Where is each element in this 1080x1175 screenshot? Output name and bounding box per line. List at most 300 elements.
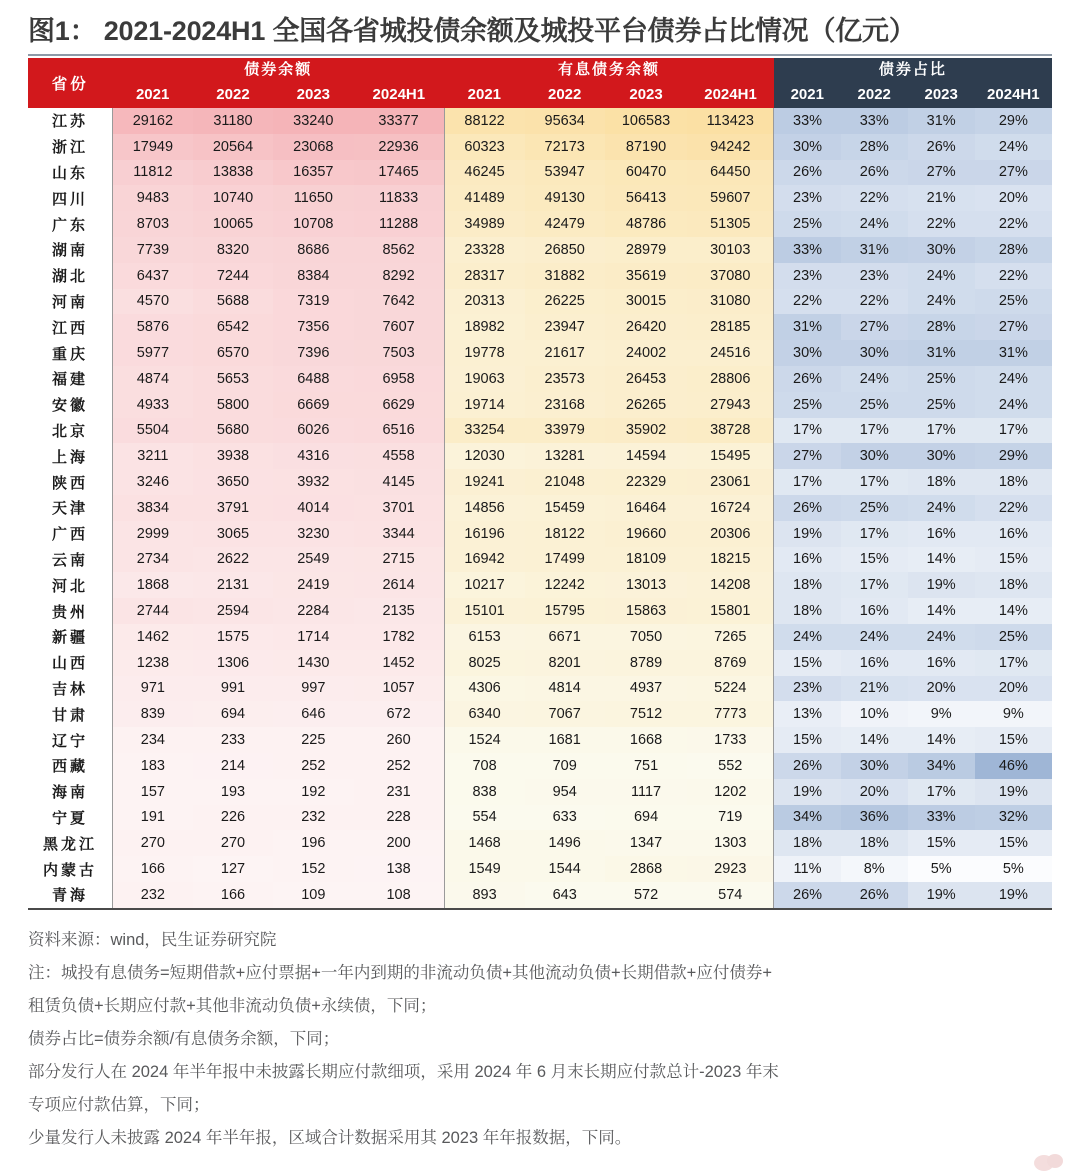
interest-debt-cell: 88122 <box>444 108 524 134</box>
bond-balance-cell: 8562 <box>354 237 445 263</box>
bond-balance-cell: 2734 <box>112 547 192 573</box>
interest-debt-cell: 15795 <box>525 598 605 624</box>
bond-balance-cell: 7356 <box>273 314 353 340</box>
bond-balance-cell: 3065 <box>193 521 273 547</box>
interest-debt-cell: 893 <box>444 882 524 908</box>
bond-share-cell: 29% <box>975 108 1052 134</box>
bond-balance-cell: 1868 <box>112 572 192 598</box>
interest-debt-cell: 18982 <box>444 314 524 340</box>
bond-share-cell: 26% <box>774 495 841 521</box>
table-row <box>28 289 1052 315</box>
interest-debt-cell: 19063 <box>444 366 524 392</box>
bond-share-cell: 5% <box>975 856 1052 882</box>
bond-share-cell: 15% <box>975 547 1052 573</box>
bond-balance-cell: 193 <box>193 779 273 805</box>
province-cell: 山西 <box>28 650 112 676</box>
bond-balance-cell: 694 <box>193 701 273 727</box>
interest-debt-cell: 7067 <box>525 701 605 727</box>
interest-debt-cell: 4306 <box>444 676 524 702</box>
bond-balance-cell: 3246 <box>112 469 192 495</box>
interest-debt-cell: 31882 <box>525 263 605 289</box>
bond-balance-cell: 6516 <box>354 418 445 444</box>
table-row <box>28 521 1052 547</box>
bond-share-cell: 14% <box>908 727 975 753</box>
table-row <box>28 856 1052 882</box>
bond-share-cell: 25% <box>774 392 841 418</box>
table-body <box>28 108 1052 908</box>
bond-balance-cell: 152 <box>273 856 353 882</box>
province-cell: 海南 <box>28 779 112 805</box>
bond-share-cell: 24% <box>908 263 975 289</box>
bond-balance-cell: 3834 <box>112 495 192 521</box>
bond-share-cell: 18% <box>841 830 908 856</box>
interest-debt-cell: 95634 <box>525 108 605 134</box>
bond-balance-cell: 31180 <box>193 108 273 134</box>
province-cell: 吉林 <box>28 676 112 702</box>
table-row <box>28 727 1052 753</box>
bond-share-cell: 27% <box>975 160 1052 186</box>
province-cell: 北京 <box>28 418 112 444</box>
bond-share-cell: 30% <box>908 443 975 469</box>
bond-share-cell: 23% <box>774 676 841 702</box>
bond-share-cell: 31% <box>975 340 1052 366</box>
bond-share-cell: 26% <box>774 882 841 908</box>
table-row <box>28 340 1052 366</box>
interest-debt-cell: 8025 <box>444 650 524 676</box>
interest-debt-cell: 5224 <box>687 676 774 702</box>
interest-debt-cell: 8769 <box>687 650 774 676</box>
province-cell: 陕西 <box>28 469 112 495</box>
province-cell: 辽宁 <box>28 727 112 753</box>
bond-balance-cell: 232 <box>112 882 192 908</box>
province-cell: 天津 <box>28 495 112 521</box>
bond-share-cell: 22% <box>975 263 1052 289</box>
interest-debt-cell: 24002 <box>605 340 687 366</box>
bond-share-cell: 25% <box>841 495 908 521</box>
interest-debt-cell: 709 <box>525 753 605 779</box>
bond-share-cell: 33% <box>774 237 841 263</box>
bond-balance-cell: 214 <box>193 753 273 779</box>
bond-balance-cell: 6437 <box>112 263 192 289</box>
bond-balance-cell: 232 <box>273 805 353 831</box>
bond-share-cell: 14% <box>975 598 1052 624</box>
bond-share-cell: 30% <box>841 753 908 779</box>
bond-share-cell: 24% <box>975 392 1052 418</box>
bond-share-cell: 22% <box>975 211 1052 237</box>
interest-debt-cell: 2868 <box>605 856 687 882</box>
bond-balance-cell: 23068 <box>273 134 353 160</box>
bond-balance-cell: 231 <box>354 779 445 805</box>
interest-debt-cell: 23328 <box>444 237 524 263</box>
bond-balance-cell: 127 <box>193 856 273 882</box>
table-row <box>28 185 1052 211</box>
interest-debt-cell: 554 <box>444 805 524 831</box>
bond-balance-cell: 6542 <box>193 314 273 340</box>
bond-share-cell: 22% <box>841 289 908 315</box>
source-line: 资料来源：wind，民生证券研究院 <box>28 930 277 949</box>
province-cell: 重庆 <box>28 340 112 366</box>
bond-balance-cell: 4014 <box>273 495 353 521</box>
year-header-debt-2023: 2023 <box>605 82 687 108</box>
note-line-3: 债券占比=债券余额/有息债务余额，下同； <box>28 1029 340 1048</box>
interest-debt-cell: 26850 <box>525 237 605 263</box>
bond-share-cell: 19% <box>975 779 1052 805</box>
province-cell: 内蒙古 <box>28 856 112 882</box>
bond-share-cell: 30% <box>841 443 908 469</box>
interest-debt-cell: 19660 <box>605 521 687 547</box>
bond-balance-cell: 33377 <box>354 108 445 134</box>
table-row <box>28 572 1052 598</box>
bond-share-cell: 17% <box>908 779 975 805</box>
bond-share-cell: 14% <box>908 547 975 573</box>
bond-share-cell: 33% <box>908 805 975 831</box>
bond-balance-cell: 8384 <box>273 263 353 289</box>
bond-balance-cell: 2549 <box>273 547 353 573</box>
bond-share-cell: 17% <box>841 521 908 547</box>
province-cell: 山东 <box>28 160 112 186</box>
interest-debt-cell: 16464 <box>605 495 687 521</box>
bond-balance-cell: 20564 <box>193 134 273 160</box>
bond-share-cell: 20% <box>908 676 975 702</box>
bond-share-cell: 33% <box>841 108 908 134</box>
bond-balance-cell: 4570 <box>112 289 192 315</box>
province-cell: 宁夏 <box>28 805 112 831</box>
interest-debt-cell: 23947 <box>525 314 605 340</box>
bond-share-cell: 23% <box>774 185 841 211</box>
bond-balance-cell: 7396 <box>273 340 353 366</box>
interest-debt-cell: 633 <box>525 805 605 831</box>
bond-balance-cell: 1238 <box>112 650 192 676</box>
bond-balance-cell: 839 <box>112 701 192 727</box>
bond-share-cell: 17% <box>774 418 841 444</box>
bond-balance-cell: 183 <box>112 753 192 779</box>
bond-share-cell: 16% <box>774 547 841 573</box>
table-row <box>28 263 1052 289</box>
interest-debt-cell: 15801 <box>687 598 774 624</box>
bond-share-cell: 15% <box>774 650 841 676</box>
bond-balance-cell: 192 <box>273 779 353 805</box>
interest-debt-cell: 51305 <box>687 211 774 237</box>
interest-debt-cell: 56413 <box>605 185 687 211</box>
bond-share-cell: 16% <box>841 650 908 676</box>
bond-share-cell: 32% <box>975 805 1052 831</box>
bond-share-cell: 30% <box>774 134 841 160</box>
interest-debt-cell: 21617 <box>525 340 605 366</box>
bond-balance-cell: 9483 <box>112 185 192 211</box>
bond-share-cell: 15% <box>975 830 1052 856</box>
interest-debt-cell: 20313 <box>444 289 524 315</box>
bond-balance-cell: 228 <box>354 805 445 831</box>
bond-share-cell: 18% <box>975 469 1052 495</box>
province-cell: 江苏 <box>28 108 112 134</box>
interest-debt-cell: 1681 <box>525 727 605 753</box>
bond-share-cell: 10% <box>841 701 908 727</box>
interest-debt-cell: 28806 <box>687 366 774 392</box>
interest-debt-cell: 26265 <box>605 392 687 418</box>
bond-share-cell: 24% <box>841 211 908 237</box>
province-cell: 安徽 <box>28 392 112 418</box>
bond-balance-cell: 1430 <box>273 650 353 676</box>
interest-debt-cell: 46245 <box>444 160 524 186</box>
interest-debt-cell: 31080 <box>687 289 774 315</box>
bond-share-cell: 14% <box>841 727 908 753</box>
bond-share-cell: 34% <box>774 805 841 831</box>
interest-debt-cell: 60470 <box>605 160 687 186</box>
note-line-2: 租赁负债+长期应付款+其他非流动负债+永续债，下同； <box>28 996 437 1015</box>
bond-share-cell: 17% <box>975 418 1052 444</box>
bond-balance-cell: 4933 <box>112 392 192 418</box>
group-header-row <box>28 58 1052 82</box>
bond-balance-cell: 22936 <box>354 134 445 160</box>
interest-debt-cell: 87190 <box>605 134 687 160</box>
bond-balance-cell: 7244 <box>193 263 273 289</box>
interest-debt-cell: 17499 <box>525 547 605 573</box>
bond-balance-cell: 157 <box>112 779 192 805</box>
bond-share-cell: 19% <box>908 882 975 908</box>
bond-balance-cell: 226 <box>193 805 273 831</box>
year-header-bond-2024h1: 2024H1 <box>354 82 445 108</box>
interest-debt-cell: 26453 <box>605 366 687 392</box>
bond-balance-cell: 5977 <box>112 340 192 366</box>
bond-share-cell: 24% <box>908 289 975 315</box>
bond-share-cell: 27% <box>774 443 841 469</box>
bond-balance-cell: 7739 <box>112 237 192 263</box>
year-header-pct-2024h1: 2024H1 <box>975 82 1052 108</box>
bond-share-cell: 26% <box>774 160 841 186</box>
year-header-debt-2022: 2022 <box>525 82 605 108</box>
interest-debt-cell: 16196 <box>444 521 524 547</box>
bond-share-cell: 27% <box>841 314 908 340</box>
bond-share-cell: 15% <box>908 830 975 856</box>
bond-balance-cell: 5680 <box>193 418 273 444</box>
interest-debt-cell: 27943 <box>687 392 774 418</box>
interest-debt-cell: 41489 <box>444 185 524 211</box>
interest-debt-cell: 60323 <box>444 134 524 160</box>
bond-balance-cell: 7319 <box>273 289 353 315</box>
table-row <box>28 753 1052 779</box>
bond-balance-cell: 233 <box>193 727 273 753</box>
bond-share-cell: 19% <box>774 521 841 547</box>
interest-debt-cell: 15459 <box>525 495 605 521</box>
bond-balance-cell: 166 <box>112 856 192 882</box>
table-row <box>28 418 1052 444</box>
bond-balance-cell: 672 <box>354 701 445 727</box>
province-cell: 河北 <box>28 572 112 598</box>
bond-share-cell: 30% <box>774 340 841 366</box>
bond-balance-cell: 7642 <box>354 289 445 315</box>
interest-debt-cell: 59607 <box>687 185 774 211</box>
table-row <box>28 624 1052 650</box>
interest-debt-cell: 8201 <box>525 650 605 676</box>
bond-share-cell: 13% <box>774 701 841 727</box>
interest-debt-cell: 719 <box>687 805 774 831</box>
bond-balance-cell: 260 <box>354 727 445 753</box>
year-header-bond-2021: 2021 <box>112 82 192 108</box>
bond-balance-cell: 1462 <box>112 624 192 650</box>
table-row <box>28 495 1052 521</box>
bond-share-cell: 18% <box>774 598 841 624</box>
interest-debt-cell: 4937 <box>605 676 687 702</box>
interest-debt-cell: 4814 <box>525 676 605 702</box>
bond-share-cell: 21% <box>841 676 908 702</box>
province-cell: 四川 <box>28 185 112 211</box>
table-row <box>28 160 1052 186</box>
interest-debt-cell: 30015 <box>605 289 687 315</box>
table-row <box>28 805 1052 831</box>
interest-debt-cell: 30103 <box>687 237 774 263</box>
interest-debt-cell: 7512 <box>605 701 687 727</box>
year-header-pct-2023: 2023 <box>908 82 975 108</box>
interest-debt-cell: 1524 <box>444 727 524 753</box>
interest-debt-cell: 15863 <box>605 598 687 624</box>
bond-share-cell: 24% <box>841 366 908 392</box>
interest-debt-cell: 113423 <box>687 108 774 134</box>
bond-balance-cell: 10708 <box>273 211 353 237</box>
bond-balance-cell: 252 <box>354 753 445 779</box>
bond-balance-cell: 1575 <box>193 624 273 650</box>
group-header-interest-debt: 有息债务余额 <box>444 58 774 82</box>
group-header-bond-share: 债券占比 <box>774 58 1052 82</box>
bond-balance-cell: 1306 <box>193 650 273 676</box>
province-cell: 浙江 <box>28 134 112 160</box>
bond-share-cell: 16% <box>908 650 975 676</box>
bond-balance-cell: 10065 <box>193 211 273 237</box>
bond-share-cell: 18% <box>774 572 841 598</box>
province-cell: 青海 <box>28 882 112 908</box>
bond-balance-cell: 3932 <box>273 469 353 495</box>
bond-balance-cell: 5653 <box>193 366 273 392</box>
bond-balance-cell: 3791 <box>193 495 273 521</box>
bond-balance-cell: 1782 <box>354 624 445 650</box>
year-header-pct-2021: 2021 <box>774 82 841 108</box>
bond-balance-cell: 3650 <box>193 469 273 495</box>
interest-debt-cell: 53947 <box>525 160 605 186</box>
bond-share-cell: 26% <box>908 134 975 160</box>
bond-share-cell: 8% <box>841 856 908 882</box>
bond-balance-cell: 225 <box>273 727 353 753</box>
interest-debt-cell: 954 <box>525 779 605 805</box>
bond-share-cell: 28% <box>841 134 908 160</box>
bond-balance-cell: 6026 <box>273 418 353 444</box>
table-row <box>28 443 1052 469</box>
table-row <box>28 108 1052 134</box>
table-row <box>28 779 1052 805</box>
note-line-6: 少量发行人未披露 2024 年半年报，区域合计数据采用其 2023 年年报数据，下同。 <box>28 1128 632 1147</box>
interest-debt-cell: 15495 <box>687 443 774 469</box>
bond-balance-cell: 2715 <box>354 547 445 573</box>
footnotes <box>28 924 1058 1155</box>
bond-balance-cell: 2131 <box>193 572 273 598</box>
interest-debt-cell: 35902 <box>605 418 687 444</box>
bond-share-cell: 26% <box>841 882 908 908</box>
note-line-4: 部分发行人在 2024 年半年报中未披露长期应付款细项，采用 2024 年 6 月末长期应付款总计-2023 年末 <box>28 1062 779 1081</box>
bond-share-cell: 17% <box>908 418 975 444</box>
bond-share-cell: 9% <box>908 701 975 727</box>
interest-debt-cell: 18215 <box>687 547 774 573</box>
interest-debt-cell: 33254 <box>444 418 524 444</box>
bond-balance-cell: 3701 <box>354 495 445 521</box>
table-row <box>28 134 1052 160</box>
bond-balance-cell: 3938 <box>193 443 273 469</box>
bond-share-cell: 15% <box>975 727 1052 753</box>
interest-debt-cell: 34989 <box>444 211 524 237</box>
interest-debt-cell: 23168 <box>525 392 605 418</box>
bond-balance-cell: 5876 <box>112 314 192 340</box>
bond-share-cell: 14% <box>908 598 975 624</box>
bond-share-cell: 22% <box>841 185 908 211</box>
bond-share-cell: 22% <box>975 495 1052 521</box>
bond-share-cell: 21% <box>908 185 975 211</box>
bond-share-cell: 20% <box>975 185 1052 211</box>
title-block <box>0 0 1080 50</box>
bond-balance-cell: 191 <box>112 805 192 831</box>
bond-balance-cell: 10740 <box>193 185 273 211</box>
interest-debt-cell: 23061 <box>687 469 774 495</box>
bond-balance-cell: 138 <box>354 856 445 882</box>
bond-share-cell: 15% <box>841 547 908 573</box>
bond-balance-cell: 5800 <box>193 392 273 418</box>
interest-debt-cell: 38728 <box>687 418 774 444</box>
bond-share-cell: 27% <box>908 160 975 186</box>
bond-balance-cell: 234 <box>112 727 192 753</box>
bond-balance-cell: 991 <box>193 676 273 702</box>
bond-balance-cell: 17465 <box>354 160 445 186</box>
interest-debt-cell: 2923 <box>687 856 774 882</box>
year-header-debt-2021: 2021 <box>444 82 524 108</box>
interest-debt-cell: 1468 <box>444 830 524 856</box>
interest-debt-cell: 6340 <box>444 701 524 727</box>
bond-balance-cell: 29162 <box>112 108 192 134</box>
bond-share-cell: 15% <box>774 727 841 753</box>
province-cell: 上海 <box>28 443 112 469</box>
data-table-container <box>28 58 1052 910</box>
bond-share-cell: 24% <box>908 495 975 521</box>
bond-balance-cell: 11288 <box>354 211 445 237</box>
interest-debt-cell: 19241 <box>444 469 524 495</box>
province-cell: 新疆 <box>28 624 112 650</box>
bond-balance-cell: 11650 <box>273 185 353 211</box>
bond-balance-cell: 2284 <box>273 598 353 624</box>
bond-share-cell: 19% <box>975 882 1052 908</box>
province-cell: 湖南 <box>28 237 112 263</box>
bond-balance-cell: 4316 <box>273 443 353 469</box>
note-line-1: 注：城投有息债务=短期借款+应付票据+一年内到期的非流动负债+其他流动负债+长期借款+应付债券+ <box>28 963 772 982</box>
bond-share-cell: 26% <box>774 366 841 392</box>
bond-share-cell: 29% <box>975 443 1052 469</box>
bond-share-cell: 16% <box>908 521 975 547</box>
bond-balance-cell: 1452 <box>354 650 445 676</box>
bond-share-cell: 20% <box>975 676 1052 702</box>
bond-share-cell: 18% <box>975 572 1052 598</box>
bond-share-cell: 17% <box>975 650 1052 676</box>
year-header-pct-2022: 2022 <box>841 82 908 108</box>
bond-balance-cell: 4874 <box>112 366 192 392</box>
year-header-bond-2023: 2023 <box>273 82 353 108</box>
interest-debt-cell: 35619 <box>605 263 687 289</box>
bond-balance-cell: 108 <box>354 882 445 908</box>
year-header-bond-2022: 2022 <box>193 82 273 108</box>
bond-share-cell: 22% <box>774 289 841 315</box>
interest-debt-cell: 1202 <box>687 779 774 805</box>
bond-share-cell: 25% <box>841 392 908 418</box>
table-row <box>28 392 1052 418</box>
year-header-row <box>28 82 1052 108</box>
title-divider <box>28 54 1052 56</box>
bond-share-cell: 25% <box>975 289 1052 315</box>
interest-debt-cell: 16724 <box>687 495 774 521</box>
bond-balance-cell: 8686 <box>273 237 353 263</box>
bond-balance-cell: 166 <box>193 882 273 908</box>
